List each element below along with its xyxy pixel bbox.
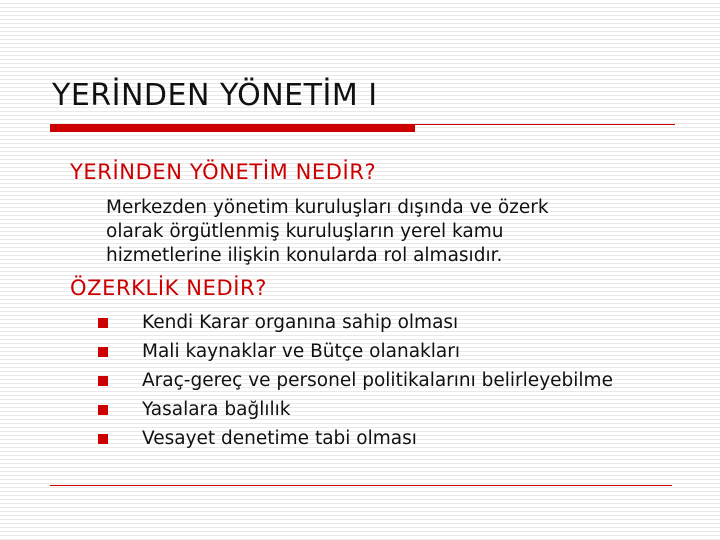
ozerklik-bullet-list [98, 308, 613, 453]
list-item [98, 395, 613, 424]
list-item-text: Vesayet denetime tabi olması [142, 428, 417, 449]
square-bullet-icon [98, 318, 108, 328]
list-item [98, 366, 613, 395]
square-bullet-icon [98, 376, 108, 386]
definition-paragraph [106, 196, 686, 268]
definition-line: Merkezden yönetim kuruluşları dışında ve özerk [106, 197, 549, 218]
title-underline-thick [50, 124, 415, 132]
slide-title: YERİNDEN YÖNETİM I [52, 78, 378, 113]
list-item [98, 337, 613, 366]
list-item-text: Mali kaynaklar ve Bütçe olanakları [142, 341, 460, 362]
definition-line: olarak örgütlenmiş kuruluşların yerel kamu [106, 221, 504, 242]
list-item-text: Kendi Karar organına sahip olması [142, 312, 459, 333]
bottom-divider [50, 485, 672, 486]
list-item [98, 424, 613, 453]
section-heading-ozerklik: ÖZERKLİK NEDİR? [70, 276, 267, 300]
definition-line: hizmetlerine ilişkin konularda rol almasıdır. [106, 245, 503, 266]
list-item-text: Yasalara bağlılık [142, 399, 291, 420]
square-bullet-icon [98, 405, 108, 415]
square-bullet-icon [98, 434, 108, 444]
list-item-text: Araç-gereç ve personel politikalarını belirleyebilme [142, 370, 613, 391]
list-item [98, 308, 613, 337]
square-bullet-icon [98, 347, 108, 357]
section-heading-yerinden-yonetim: YERİNDEN YÖNETİM NEDİR? [70, 160, 377, 184]
title-underline-thin [415, 124, 675, 125]
